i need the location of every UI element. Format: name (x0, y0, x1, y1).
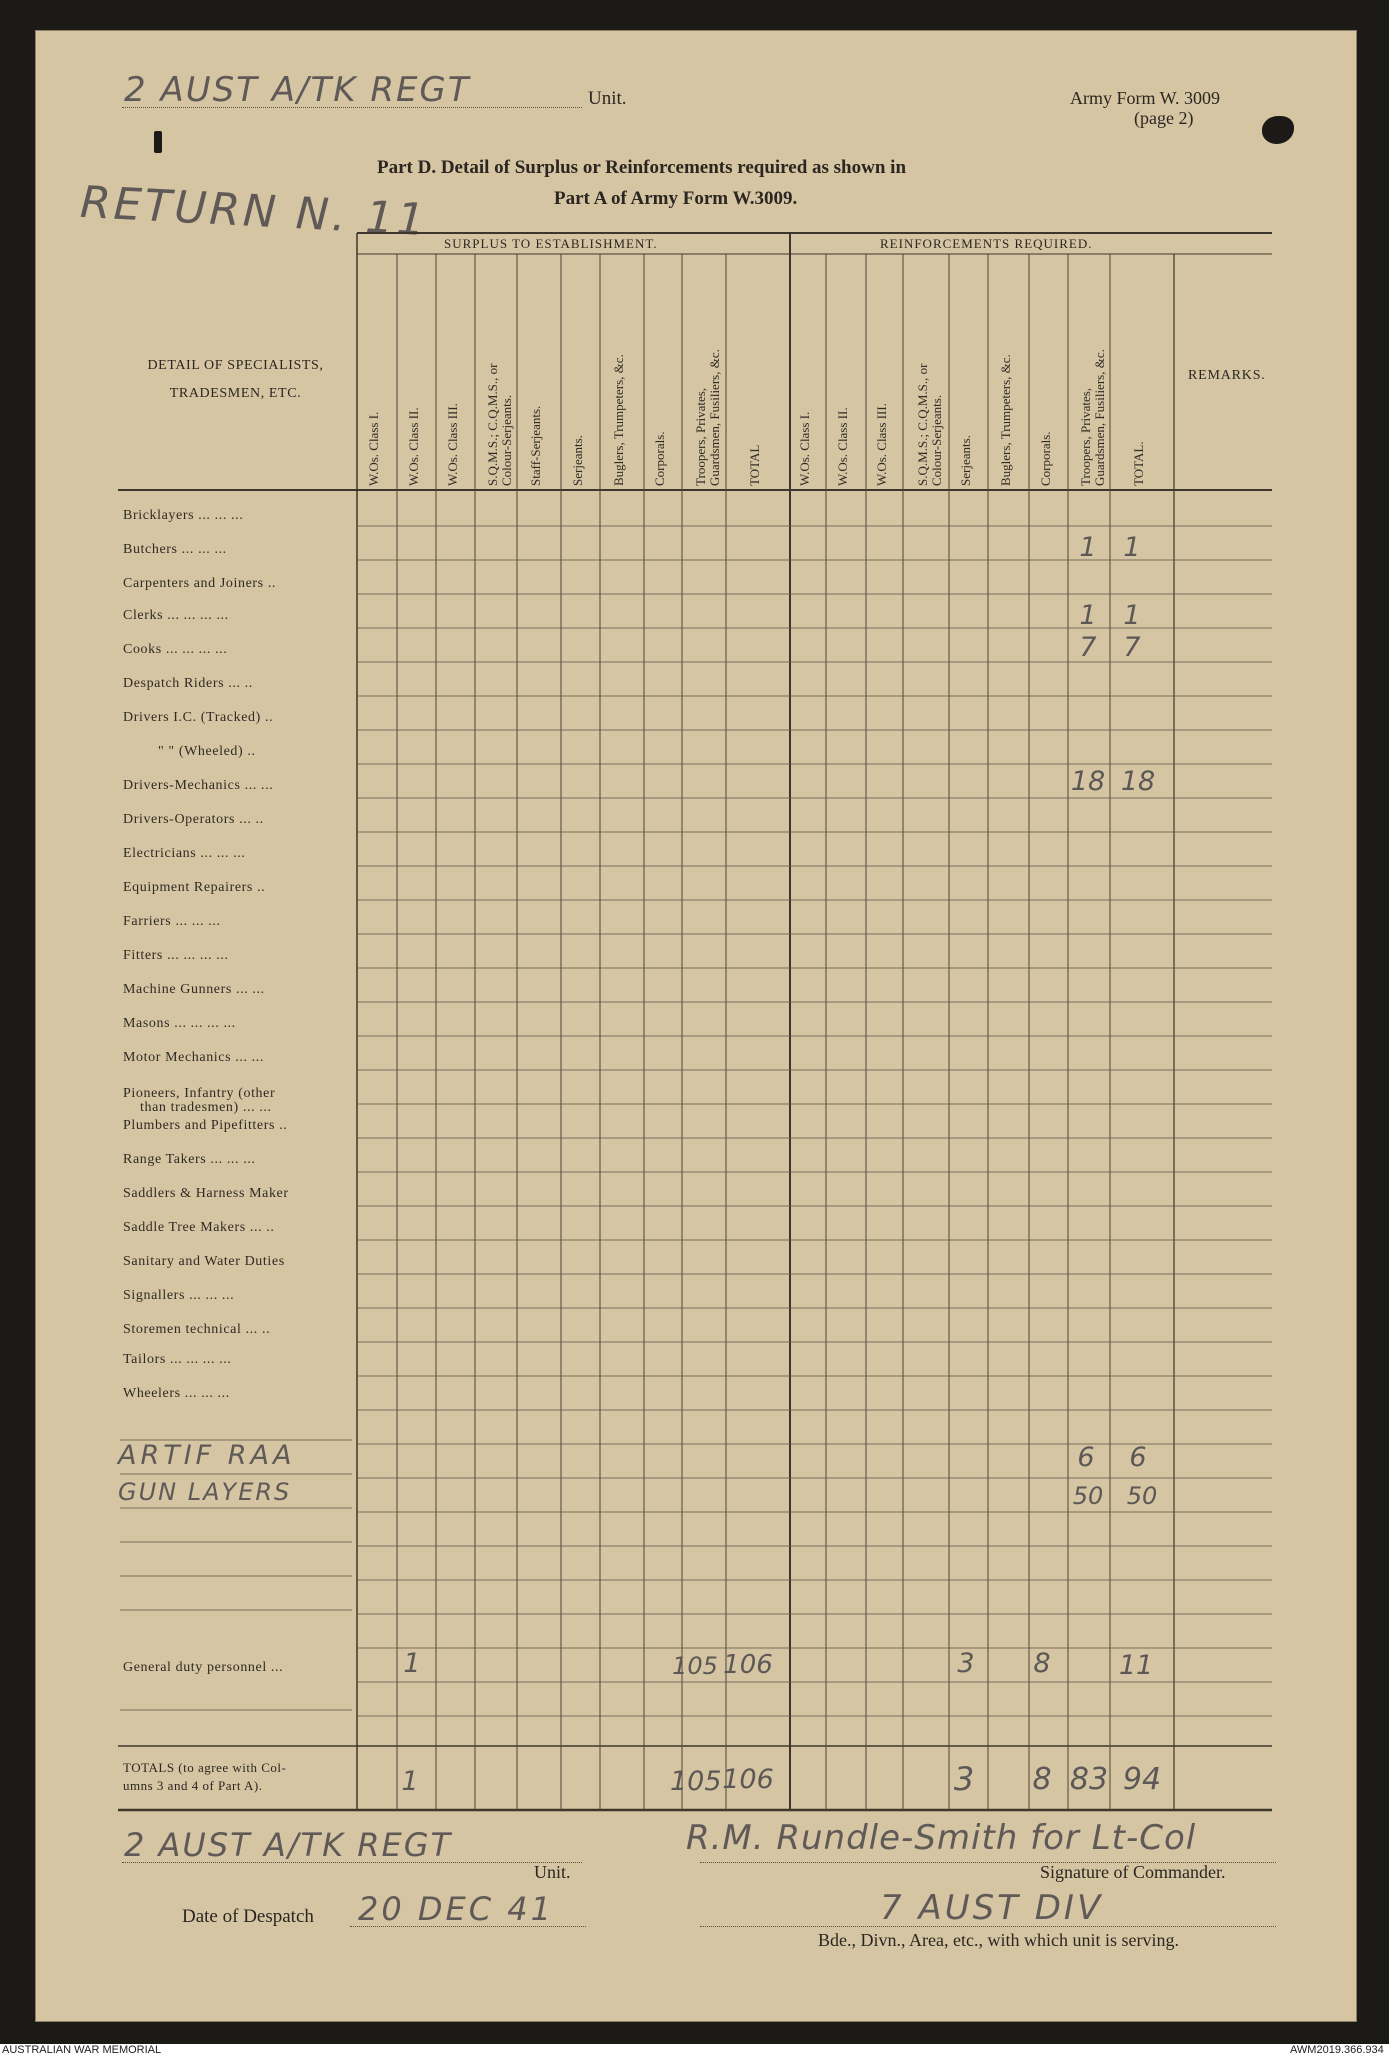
row-label: Signallers ... ... ... (123, 1288, 235, 1303)
artif-r-troopers: 6 (1077, 1442, 1095, 1473)
despatch-date-handwritten: 20 DEC 41 (358, 1890, 554, 1928)
form-page: (page 2) (1134, 108, 1194, 128)
row-label: Pioneers, Infantry (other (123, 1086, 276, 1101)
signature-handwritten: R.M. Rundle-Smith for Lt-Col (686, 1818, 1197, 1858)
footer-unit-handwritten: 2 AUST A/TK REGT (124, 1826, 453, 1864)
totals-label-2: umns 3 and 4 of Part A). (123, 1778, 263, 1793)
row-label: Carpenters and Joiners .. (123, 576, 277, 591)
totals-r-troopers: 83 (1069, 1762, 1109, 1797)
gdp-r-total: 11 (1118, 1650, 1154, 1681)
credit-right: AWM2019.366.934 (1290, 2044, 1384, 2056)
gdp-r-corporals: 8 (1033, 1648, 1051, 1679)
remarks-header: REMARKS. (1188, 368, 1266, 383)
surplus-col-header-4: Staff-Serjeants. (528, 405, 543, 486)
drivers-mech-r-total: 18 (1120, 766, 1156, 797)
extra-row-gunlayers: GUN LAYERS (118, 1478, 292, 1506)
despatch-underline (350, 1926, 586, 1927)
gdp-label: General duty personnel ... (123, 1660, 284, 1675)
return-number-handwritten: RETURN N. 11 (78, 176, 429, 247)
gdp-s-troopers: 105 (672, 1652, 718, 1680)
row-label: Saddle Tree Makers ... .. (123, 1220, 275, 1235)
row-label: Fitters ... ... ... ... (123, 948, 229, 963)
row-label: Despatch Riders ... .. (123, 676, 253, 691)
totals-r-total: 94 (1122, 1762, 1162, 1797)
artif-r-total: 6 (1129, 1442, 1147, 1473)
row-label: Range Takers ... ... ... (123, 1152, 256, 1167)
title-line-1: Part D. Detail of Surplus or Reinforcements required as shown in (377, 157, 907, 178)
totals-r-serjeants: 3 (953, 1760, 975, 1798)
surplus-col-header-0: W.Os. Class I. (366, 411, 381, 486)
reinf-col-header-5: Buglers, Trumpeters, &c. (997, 354, 1013, 486)
title-line-2: Part A of Army Form W.3009. (554, 188, 798, 209)
footer-unit-label: Unit. (534, 1862, 571, 1882)
despatch-label: Date of Despatch (182, 1906, 314, 1927)
reinf-col-header-7: Troopers, Privates, Guardsmen, Fusiliers, &c. (1078, 349, 1107, 486)
gunlayers-r-troopers: 50 (1072, 1482, 1104, 1510)
totals-label-1: TOTALS (to agree with Col- (123, 1760, 287, 1775)
unit-label: Unit. (588, 88, 627, 109)
row-label: Machine Gunners ... ... (123, 982, 265, 997)
row-label: Motor Mechanics ... ... (123, 1050, 264, 1065)
row-label: Equipment Repairers .. (123, 880, 266, 895)
division-handwritten: 7 AUST DIV (880, 1888, 1104, 1928)
row-label: Drivers-Operators ... .. (123, 812, 264, 827)
row-label: Drivers I.C. (Tracked) .. (123, 710, 274, 725)
row-label: Tailors ... ... ... ... (123, 1352, 232, 1367)
row-label: Butchers ... ... ... (123, 542, 227, 557)
signature-label: Signature of Commander. (1040, 1862, 1226, 1882)
row-label: Farriers ... ... ... (123, 914, 221, 929)
reinf-col-header-1: W.Os. Class II. (835, 407, 850, 486)
row-label: Plumbers and Pipefitters .. (123, 1118, 288, 1133)
row-label: Saddlers & Harness Maker (123, 1186, 289, 1201)
reinf-col-header-8: TOTAL. (1131, 441, 1146, 486)
surplus-col-header-5: Serjeants. (569, 435, 585, 486)
surplus-col-header-9: TOTAL (747, 444, 762, 486)
footer-unit-underline (122, 1862, 582, 1863)
row-label: Cooks ... ... ... ... (123, 642, 228, 657)
form-number: Army Form W. 3009 (1070, 88, 1221, 108)
cooks-r-total: 7 (1123, 632, 1141, 663)
totals-s-troopers: 105 (670, 1766, 722, 1797)
surplus-col-header-3: S.Q.M.S.; C.Q.M.S., or Colour-Serjeants. (485, 363, 514, 486)
row-label: Electricians ... ... ... (123, 846, 246, 861)
row-label: Sanitary and Water Duties (123, 1254, 285, 1269)
row-label: Wheelers ... ... ... (123, 1386, 230, 1401)
clerks-r-total: 1 (1123, 600, 1141, 631)
reinforcements-header: REINFORCEMENTS REQUIRED. (880, 236, 1093, 251)
cooks-r-troopers: 7 (1079, 632, 1097, 663)
surplus-col-header-2: W.Os. Class III. (444, 403, 460, 486)
reinf-col-header-6: Corporals. (1037, 431, 1053, 486)
row-label: " " (Wheeled) .. (158, 744, 256, 759)
detail-header (118, 352, 353, 408)
reinf-col-header-2: W.Os. Class III. (873, 403, 889, 486)
reinf-col-header-3: S.Q.M.S.; C.Q.M.S., or Colour-Serjeants. (915, 363, 944, 486)
gdp-s-wo2: 1 (403, 1648, 421, 1679)
drivers-mech-r-troopers: 18 (1070, 766, 1106, 797)
surplus-header: SURPLUS TO ESTABLISHMENT. (444, 236, 658, 251)
extra-row-artif: ARTIF RAA (118, 1440, 296, 1471)
detail-header-text: DETAIL OF SPECIALISTS, TRADESMEN, ETC. (147, 358, 324, 401)
division-underline (700, 1926, 1276, 1927)
row-label: Drivers-Mechanics ... ... (123, 778, 274, 793)
surplus-col-header-8: Troopers, Privates, Guardsmen, Fusiliers, &c. (693, 349, 722, 486)
gunlayers-r-total: 50 (1126, 1482, 1158, 1510)
totals-s-wo2: 1 (401, 1766, 419, 1797)
surplus-col-header-6: Buglers, Trumpeters, &c. (611, 354, 626, 486)
row-label: Storemen technical ... .. (123, 1322, 271, 1337)
reinf-col-header-4: Serjeants. (957, 435, 973, 486)
credit-left: AUSTRALIAN WAR MEMORIAL (2, 2044, 162, 2056)
totals-r-corporals: 8 (1032, 1762, 1052, 1797)
gdp-s-total: 106 (723, 1650, 773, 1680)
gdp-r-serjeants: 3 (957, 1648, 975, 1679)
butchers-r-total: 1 (1123, 532, 1141, 563)
division-label: Bde., Divn., Area, etc., with which unit is serving. (818, 1930, 1179, 1950)
totals-s-total: 106 (722, 1764, 774, 1795)
unit-handwritten: 2 AUST A/TK REGT (124, 70, 471, 110)
row-label: Bricklayers ... ... ... (123, 508, 244, 523)
reinf-col-header-0: W.Os. Class I. (797, 411, 812, 486)
row-label: Clerks ... ... ... ... (123, 608, 229, 623)
row-label: than tradesmen) ... ... (140, 1100, 272, 1115)
surplus-col-header-7: Corporals. (652, 431, 667, 486)
surplus-col-header-1: W.Os. Class II. (405, 407, 421, 486)
clerks-r-troopers: 1 (1079, 600, 1097, 631)
butchers-r-troopers: 1 (1079, 532, 1097, 563)
row-label: Masons ... ... ... ... (123, 1016, 236, 1031)
